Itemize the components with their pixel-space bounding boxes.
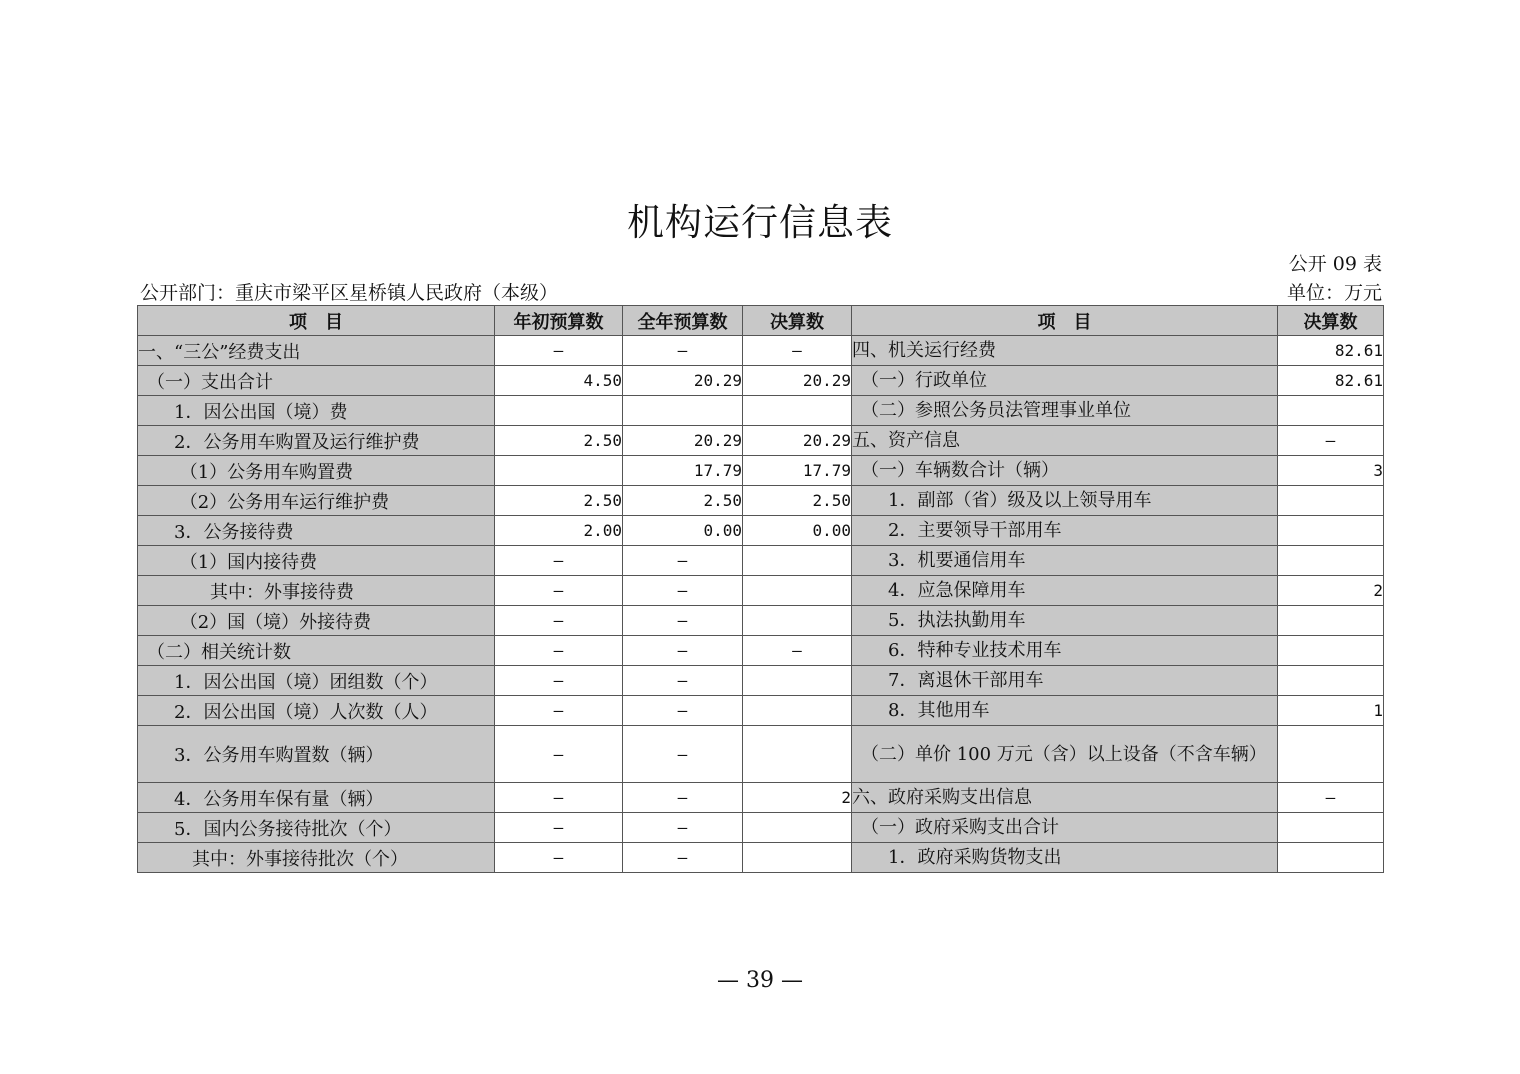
header-item-left: 项 目	[138, 306, 495, 336]
table-row	[138, 456, 1384, 486]
cell-initial-budget: —	[495, 546, 623, 576]
cell-initial-budget: —	[495, 606, 623, 636]
row-label-left: （1）国内接待费	[138, 546, 495, 576]
cell-final	[743, 546, 852, 576]
cell-annual-budget: —	[623, 843, 743, 873]
table-row	[138, 606, 1384, 636]
row-label-left: 5．国内公务接待批次（个）	[138, 813, 495, 843]
table-row	[138, 726, 1384, 783]
row-label-left: 3．公务用车购置数（辆）	[138, 726, 495, 783]
row-label-left: 3．公务接待费	[138, 516, 495, 546]
row-label-right: 六、政府采购支出信息	[852, 783, 1278, 813]
cell-initial-budget: —	[495, 636, 623, 666]
row-label-right: 四、机关运行经费	[852, 336, 1278, 366]
cell-annual-budget: —	[623, 783, 743, 813]
row-label-right: 1．副部（省）级及以上领导用车	[852, 486, 1278, 516]
cell-final	[743, 813, 852, 843]
row-label-left: 2．因公出国（境）人次数（人）	[138, 696, 495, 726]
row-label-left: 其中：外事接待批次（个）	[138, 843, 495, 873]
cell-final-right: 1	[1278, 696, 1384, 726]
cell-initial-budget: 4.50	[495, 366, 623, 396]
table-number: 公开 09 表	[1288, 253, 1382, 275]
cell-annual-budget	[623, 396, 743, 426]
cell-initial-budget: 2.50	[495, 426, 623, 456]
table-row	[138, 486, 1384, 516]
row-label-right: 8．其他用车	[852, 696, 1278, 726]
cell-initial-budget: —	[495, 336, 623, 366]
row-label-right: （二）参照公务员法管理事业单位	[852, 396, 1278, 426]
table-row	[138, 576, 1384, 606]
table-row	[138, 516, 1384, 546]
cell-final: 20.29	[743, 426, 852, 456]
cell-annual-budget: 2.50	[623, 486, 743, 516]
header-initial-budget: 年初预算数	[495, 306, 623, 336]
cell-initial-budget: —	[495, 813, 623, 843]
row-label-left: （2）公务用车运行维护费	[138, 486, 495, 516]
table-row	[138, 546, 1384, 576]
cell-annual-budget: —	[623, 636, 743, 666]
cell-final-right	[1278, 813, 1384, 843]
unit-label: 单位：万元	[1286, 282, 1382, 304]
table-row	[138, 426, 1384, 456]
cell-initial-budget	[495, 456, 623, 486]
row-label-right: 5．执法执勤用车	[852, 606, 1278, 636]
table-row	[138, 666, 1384, 696]
cell-final-right	[1278, 396, 1384, 426]
cell-annual-budget: —	[623, 813, 743, 843]
cell-final-right	[1278, 516, 1384, 546]
row-label-left: （二）相关统计数	[138, 636, 495, 666]
cell-annual-budget: —	[623, 666, 743, 696]
page-number: — 39 —	[717, 968, 803, 993]
cell-final-right: —	[1278, 783, 1384, 813]
row-label-left: （一）支出合计	[138, 366, 495, 396]
table-row	[138, 696, 1384, 726]
cell-final: —	[743, 336, 852, 366]
table-row	[138, 336, 1384, 366]
cell-annual-budget: —	[623, 606, 743, 636]
row-label-right: （一）车辆数合计（辆）	[852, 456, 1278, 486]
cell-annual-budget: —	[623, 336, 743, 366]
cell-initial-budget: —	[495, 666, 623, 696]
table-row	[138, 366, 1384, 396]
cell-final: 17.79	[743, 456, 852, 486]
row-label-left: （2）国（境）外接待费	[138, 606, 495, 636]
cell-final-right	[1278, 666, 1384, 696]
cell-annual-budget: —	[623, 546, 743, 576]
cell-final-right	[1278, 486, 1384, 516]
cell-final-right: 82.61	[1278, 366, 1384, 396]
cell-annual-budget: —	[623, 576, 743, 606]
cell-final: 0.00	[743, 516, 852, 546]
row-label-left: 4．公务用车保有量（辆）	[138, 783, 495, 813]
row-label-right: 3．机要通信用车	[852, 546, 1278, 576]
header-final-right: 决算数	[1278, 306, 1384, 336]
cell-final-right: 2	[1278, 576, 1384, 606]
page-title: 机构运行信息表	[627, 201, 893, 244]
table-row	[138, 783, 1384, 813]
row-label-right: （一）行政单位	[852, 366, 1278, 396]
row-label-right: （二）单价 100 万元（含）以上设备（不含车辆）	[852, 726, 1278, 783]
cell-final-right: 82.61	[1278, 336, 1384, 366]
row-label-left: 一、“三公”经费支出	[138, 336, 495, 366]
department-label: 公开部门：重庆市梁平区星桥镇人民政府（本级）	[140, 282, 559, 304]
row-label-right: 4．应急保障用车	[852, 576, 1278, 606]
cell-final: 20.29	[743, 366, 852, 396]
cell-initial-budget: —	[495, 783, 623, 813]
cell-final-right: 3	[1278, 456, 1384, 486]
cell-initial-budget	[495, 396, 623, 426]
row-label-right: 1．政府采购货物支出	[852, 843, 1278, 873]
table-header-row	[138, 306, 1384, 336]
institution-info-table	[137, 305, 1384, 873]
cell-final-right	[1278, 546, 1384, 576]
cell-final-right	[1278, 606, 1384, 636]
cell-final	[743, 396, 852, 426]
row-label-right: 6．特种专业技术用车	[852, 636, 1278, 666]
cell-final	[743, 696, 852, 726]
cell-annual-budget: —	[623, 726, 743, 783]
cell-final	[743, 606, 852, 636]
cell-final	[743, 843, 852, 873]
row-label-right: 2．主要领导干部用车	[852, 516, 1278, 546]
header-annual-budget: 全年预算数	[623, 306, 743, 336]
cell-initial-budget: —	[495, 843, 623, 873]
cell-initial-budget: 2.00	[495, 516, 623, 546]
cell-initial-budget: —	[495, 576, 623, 606]
row-label-right: （一）政府采购支出合计	[852, 813, 1278, 843]
cell-final-right	[1278, 636, 1384, 666]
row-label-right: 五、资产信息	[852, 426, 1278, 456]
row-label-left: （1）公务用车购置费	[138, 456, 495, 486]
table-row	[138, 396, 1384, 426]
cell-annual-budget: —	[623, 696, 743, 726]
cell-annual-budget: 0.00	[623, 516, 743, 546]
cell-annual-budget: 20.29	[623, 426, 743, 456]
row-label-right: 7．离退休干部用车	[852, 666, 1278, 696]
cell-final-right	[1278, 843, 1384, 873]
row-label-left: 1．因公出国（境）团组数（个）	[138, 666, 495, 696]
cell-final: 2.50	[743, 486, 852, 516]
table-row	[138, 843, 1384, 873]
row-label-left: 2．公务用车购置及运行维护费	[138, 426, 495, 456]
cell-final: —	[743, 636, 852, 666]
cell-annual-budget: 17.79	[623, 456, 743, 486]
cell-initial-budget: —	[495, 696, 623, 726]
row-label-left: 其中：外事接待费	[138, 576, 495, 606]
cell-final: 2	[743, 783, 852, 813]
header-final: 决算数	[743, 306, 852, 336]
cell-annual-budget: 20.29	[623, 366, 743, 396]
header-item-right: 项 目	[852, 306, 1278, 336]
table-row	[138, 636, 1384, 666]
cell-final-right	[1278, 726, 1384, 783]
cell-final	[743, 726, 852, 783]
row-label-left: 1．因公出国（境）费	[138, 396, 495, 426]
cell-final-right: —	[1278, 426, 1384, 456]
cell-final	[743, 576, 852, 606]
cell-initial-budget: 2.50	[495, 486, 623, 516]
table-row	[138, 813, 1384, 843]
cell-final	[743, 666, 852, 696]
cell-initial-budget: —	[495, 726, 623, 783]
